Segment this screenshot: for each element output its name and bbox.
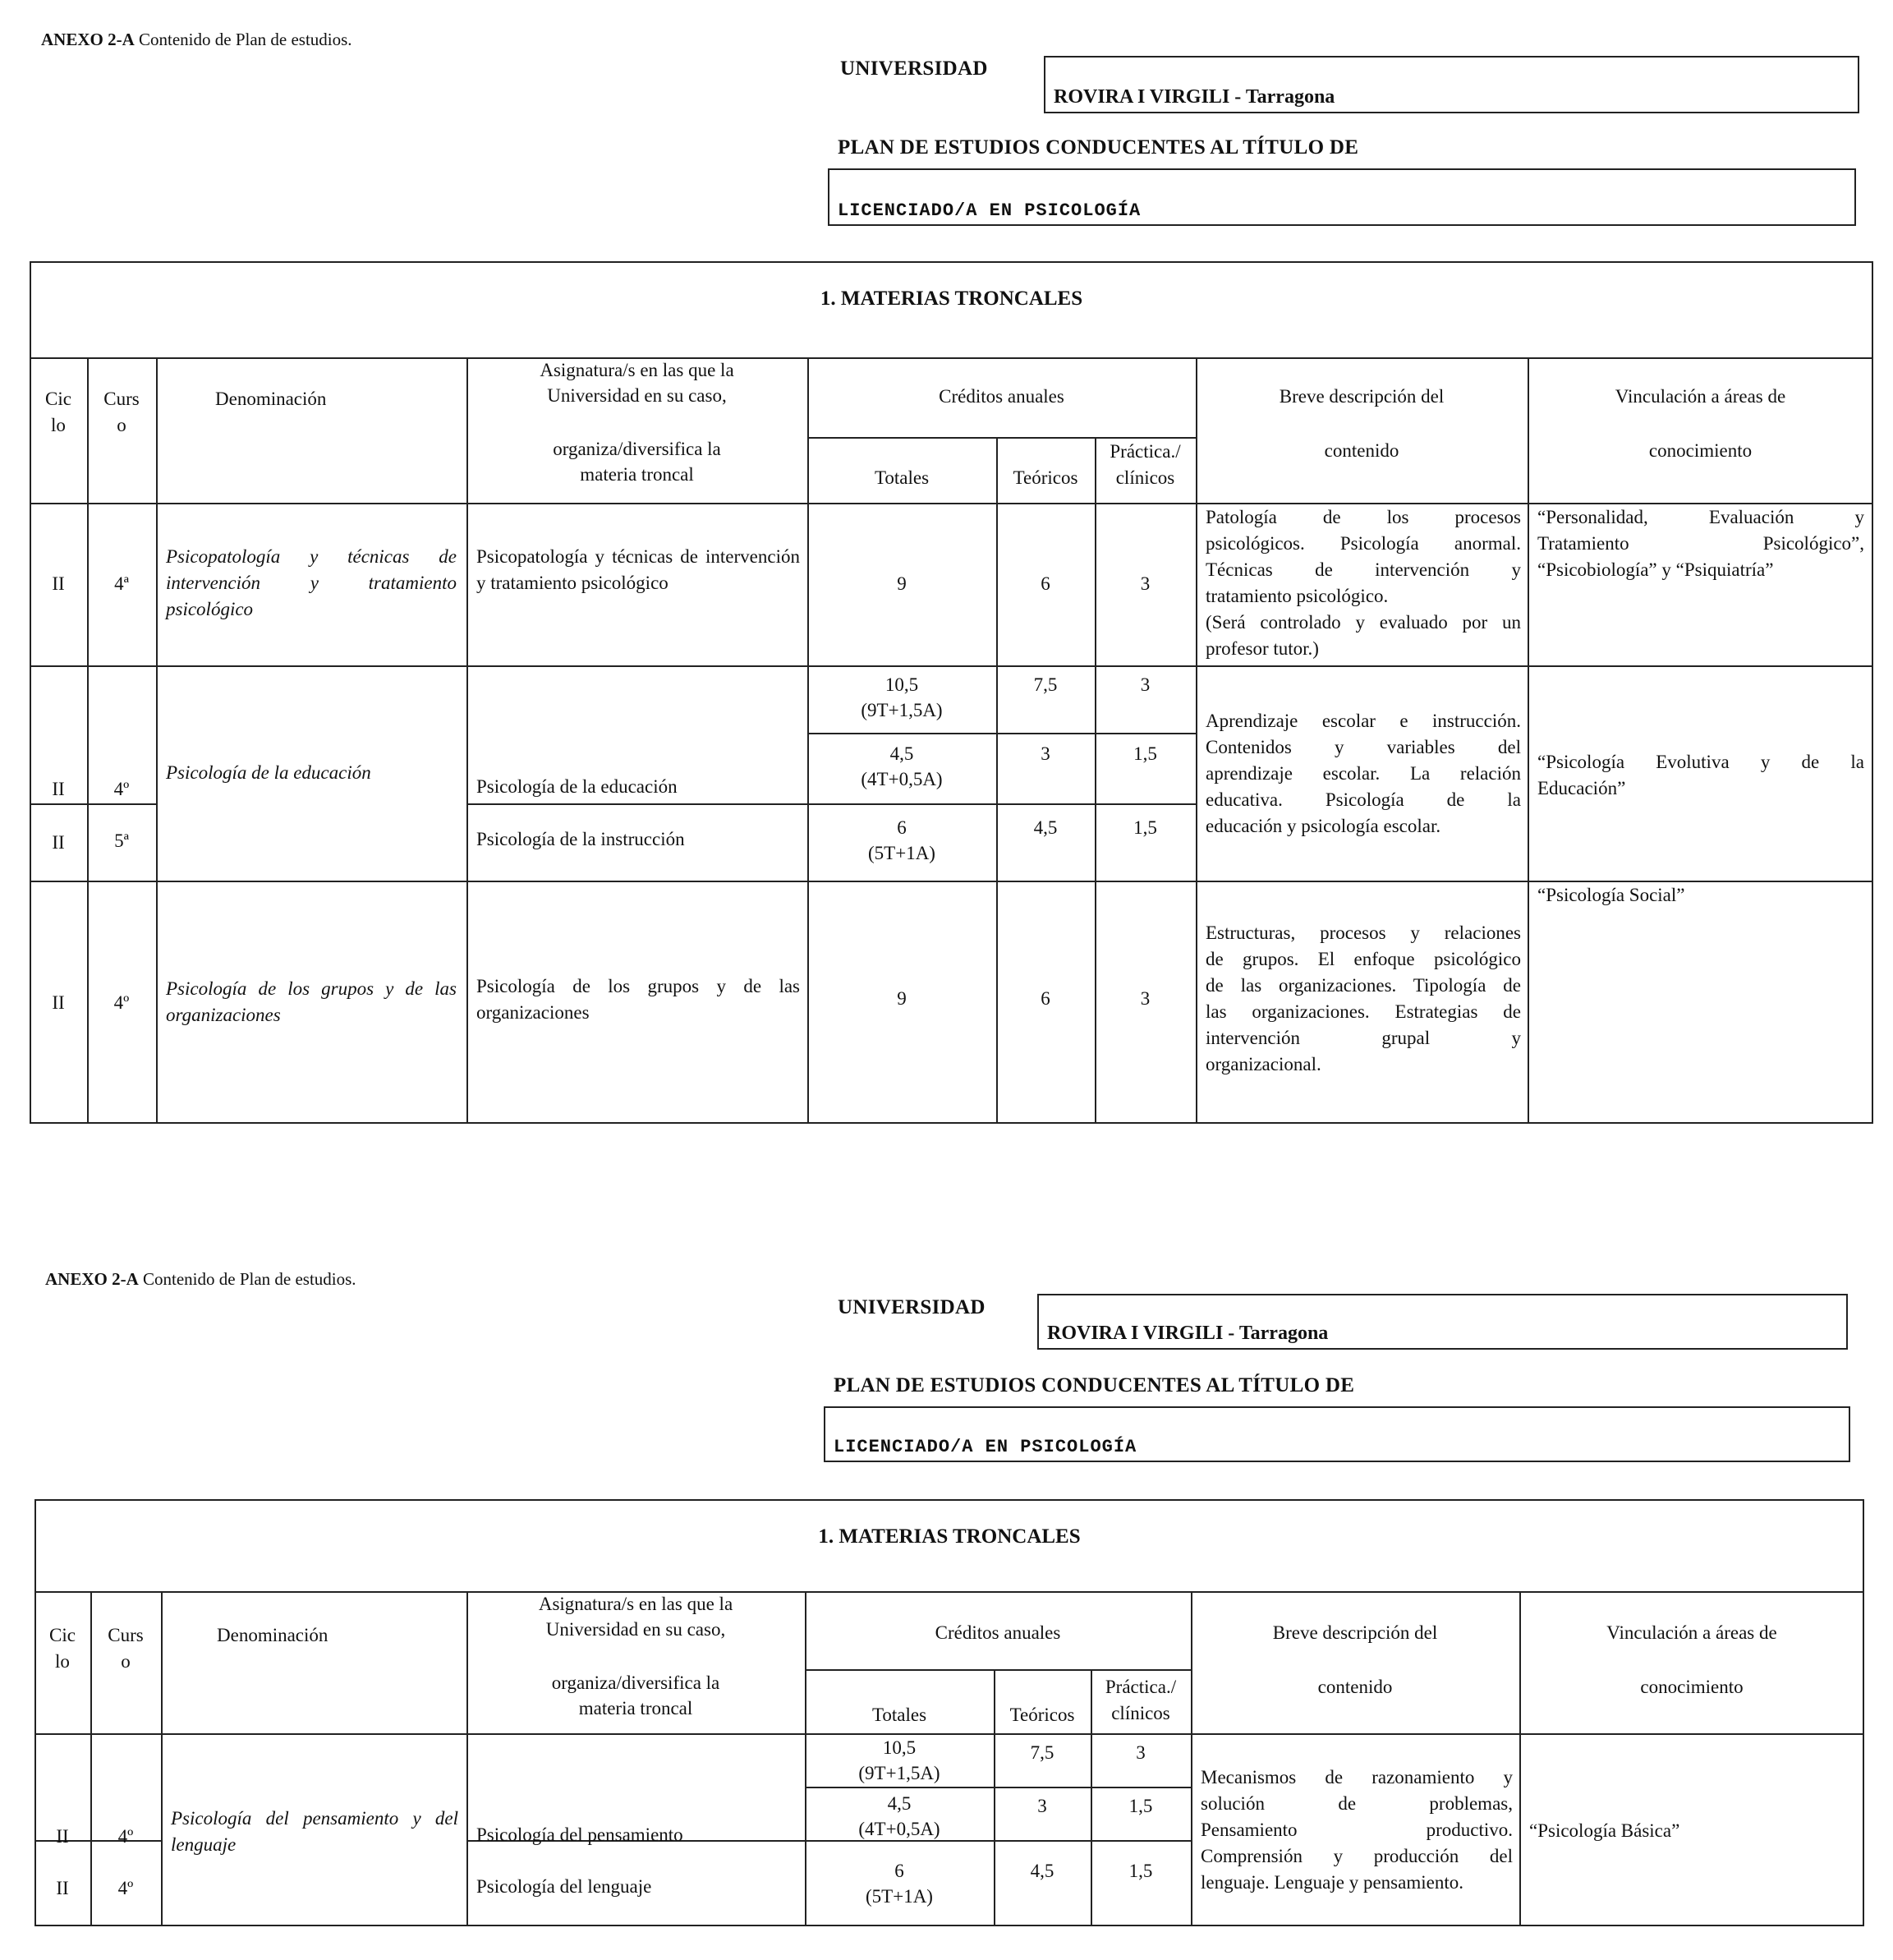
header-ciclo: Cic lo [45, 389, 71, 435]
table-title: 1. MATERIAS TRONCALES [818, 1525, 1081, 1548]
cell-asignatura: Psicología de los grupos y de las organizaciones [476, 976, 800, 1023]
titulo-value: LICENCIADO/A EN PSICOLOGÍA [834, 1437, 1137, 1457]
divider [805, 1669, 1191, 1671]
divider [156, 357, 158, 1124]
divider [805, 1787, 1191, 1788]
header-teoricos: Teóricos [1013, 467, 1078, 488]
divider [466, 803, 1196, 805]
cell-totales: 9 [897, 988, 907, 1009]
cell-teoricos: 6 [1041, 988, 1050, 1009]
cell-vinculacion: “Psicología Evolutiva y de la Educación” [1537, 752, 1864, 798]
header-denominacion: Denominación [215, 389, 327, 409]
cell-denominacion: Psicopatología y técnicas de intervención y tratamiento psicológico [166, 546, 457, 619]
cell-practicos: 3 [1140, 674, 1151, 695]
cell-denominacion: Psicología de la educación [166, 762, 371, 783]
cell-practicos: 1,5 [1128, 1796, 1153, 1816]
titulo-box [828, 168, 1856, 226]
plan-label: PLAN DE ESTUDIOS CONDUCENTES AL TÍTULO DE [834, 1374, 1355, 1396]
cell-descripcion: Aprendizaje escolar e instrucción. Contenidos y variables del aprendizaje escolar. La relación educativa. Psicología de la educación y psicología escolar. [1206, 711, 1521, 836]
cell-totales: 9 [897, 573, 907, 594]
divider [30, 665, 1873, 667]
cell-teoricos: 3 [1041, 743, 1050, 764]
header-ciclo: Cic lo [49, 1625, 76, 1672]
cell-ciclo: II [56, 1826, 69, 1847]
cell-teoricos: 7,5 [1033, 674, 1058, 695]
divider [996, 437, 998, 1124]
universidad-box [1044, 56, 1859, 113]
header-descripcion: Breve descripción del contenido [1279, 386, 1445, 461]
cell-teoricos: 6 [1041, 573, 1050, 594]
cell-practicos: 1,5 [1128, 1861, 1153, 1881]
cell-totales: 10,5 (9T+1,5A) [861, 674, 943, 720]
anexo-heading [41, 30, 352, 50]
cell-asignatura: Psicología del pensamiento [476, 1824, 683, 1845]
header-curso: Curs o [108, 1625, 144, 1672]
cell-vinculacion: “Psicología Social” [1537, 885, 1685, 905]
cell-curso: 4º [113, 992, 130, 1013]
universidad-box [1037, 1294, 1848, 1350]
cell-practicos: 1,5 [1133, 817, 1157, 838]
anexo-text: Contenido de Plan de estudios. [143, 1269, 356, 1289]
header-totales: Totales [874, 467, 930, 488]
cell-totales: 10,5 (9T+1,5A) [858, 1737, 940, 1783]
universidad-label: UNIVERSIDAD [840, 58, 988, 80]
header-vinculacion: Vinculación a áreas de conocimiento [1615, 386, 1786, 461]
titulo-value: LICENCIADO/A EN PSICOLOGÍA [838, 200, 1142, 221]
cell-practicos: 3 [1136, 1742, 1146, 1763]
header-asignatura: Asignatura/s en las que la Universidad en su caso, organiza/diversifica la materia troncal [540, 360, 734, 485]
anexo-label: ANEXO 2-A [45, 1269, 139, 1289]
cell-asignatura: Psicología de la educación [476, 776, 678, 797]
titulo-box [824, 1406, 1850, 1462]
cell-teoricos: 3 [1037, 1796, 1047, 1816]
header-totales: Totales [871, 1705, 927, 1725]
cell-descripcion: Patología de los procesos psicológicos. Psicología anormal. Técnicas de intervención y tratamiento psicológico. (Será controlado y evaluado por un profesor tutor.) [1206, 507, 1521, 659]
header-vinculacion: Vinculación a áreas de conocimiento [1606, 1622, 1777, 1697]
cell-vinculacion: “Psicología Básica” [1529, 1820, 1680, 1841]
universidad-value: ROVIRA I VIRGILI - Tarragona [1054, 86, 1335, 108]
table-title: 1. MATERIAS TRONCALES [820, 288, 1083, 310]
divider [30, 803, 156, 805]
cell-ciclo: II [52, 992, 65, 1013]
cell-practicos: 3 [1140, 988, 1151, 1009]
cell-denominacion: Psicología del pensamiento y del lenguaje [171, 1808, 458, 1855]
cell-curso: 4º [113, 779, 130, 799]
cell-asignatura: Psicología de la instrucción [476, 829, 685, 849]
header-denominacion: Denominación [217, 1625, 329, 1645]
cell-descripcion: Mecanismos de razonamiento y solución de problemas, Pensamiento productivo. Comprensión y producción del lenguaje. Lenguaje y pensamiento. [1201, 1767, 1513, 1893]
universidad-value: ROVIRA I VIRGILI - Tarragona [1047, 1323, 1329, 1344]
cell-ciclo: II [56, 1878, 69, 1898]
cell-curso: 4º [117, 1878, 134, 1898]
header-curso: Curs o [103, 389, 140, 435]
cell-denominacion: Psicología de los grupos y de las organizaciones [166, 978, 457, 1025]
cell-teoricos: 4,5 [1033, 817, 1058, 838]
header-creditos: Créditos anuales [939, 386, 1064, 407]
divider [1095, 437, 1096, 1124]
header-creditos: Créditos anuales [935, 1622, 1061, 1643]
cell-practicos: 3 [1140, 573, 1151, 594]
header-descripcion: Breve descripción del contenido [1272, 1622, 1438, 1697]
cell-curso: 5ª [114, 830, 129, 851]
cell-descripcion: Estructuras, procesos y relaciones de grupos. El enfoque psicológico de las organizaciones. Tipología de las organizaciones. Estrategias de intervención grupal y organizacional. [1206, 922, 1521, 1074]
cell-ciclo: II [52, 779, 65, 799]
cell-totales: 6 (5T+1A) [868, 817, 935, 863]
cell-teoricos: 7,5 [1030, 1742, 1054, 1763]
divider [1528, 357, 1529, 1124]
cell-teoricos: 4,5 [1030, 1861, 1054, 1881]
cell-ciclo: II [52, 832, 65, 853]
cell-vinculacion: “Personalidad, Evaluación y Tratamiento Psicológico”, “Psicobiología” y “Psiquiatría” [1537, 507, 1864, 580]
divider [1196, 357, 1197, 1124]
plan-label: PLAN DE ESTUDIOS CONDUCENTES AL TÍTULO DE [838, 136, 1359, 159]
anexo-label: ANEXO 2-A [41, 30, 135, 49]
divider [161, 1591, 163, 1926]
header-teoricos: Teóricos [1009, 1705, 1075, 1725]
header-practicos: Práctica./ clínicos [1110, 441, 1181, 488]
cell-totales: 6 (5T+1A) [866, 1861, 933, 1907]
cell-curso: 4ª [114, 573, 129, 594]
anexo-text: Contenido de Plan de estudios. [139, 30, 352, 49]
cell-practicos: 1,5 [1133, 743, 1157, 764]
cell-asignatura: Psicología del lenguaje [476, 1876, 652, 1897]
cell-totales: 4,5 (4T+0,5A) [861, 743, 943, 789]
cell-ciclo: II [52, 573, 65, 594]
cell-curso: 4º [117, 1826, 134, 1847]
anexo-heading [45, 1269, 356, 1290]
universidad-label: UNIVERSIDAD [838, 1296, 986, 1318]
header-asignatura: Asignatura/s en las que la Universidad en su caso, organiza/diversifica la materia troncal [538, 1594, 733, 1718]
header-practicos: Práctica./ clínicos [1105, 1677, 1177, 1723]
cell-asignatura: Psicopatología y técnicas de intervención y tratamiento psicológico [476, 546, 800, 593]
divider [30, 357, 1873, 359]
divider [807, 733, 1196, 734]
divider [34, 1591, 1864, 1593]
cell-totales: 4,5 (4T+0,5A) [858, 1793, 940, 1839]
